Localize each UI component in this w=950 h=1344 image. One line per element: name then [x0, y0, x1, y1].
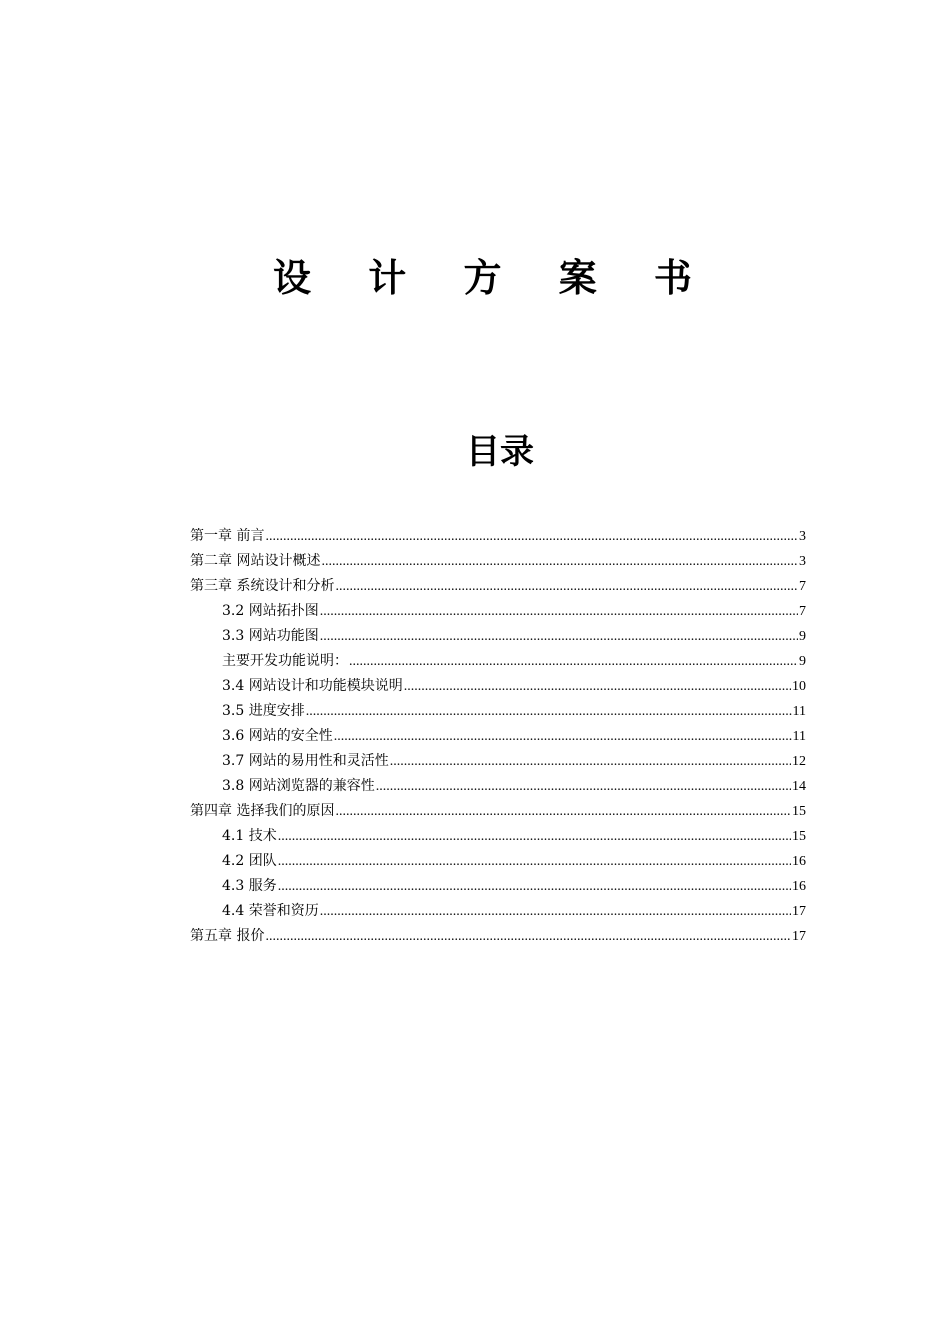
toc-dot-leader	[321, 549, 798, 574]
toc-entry-page: 12	[792, 754, 806, 769]
toc-entry-label: 第三章 系统设计和分析	[190, 578, 335, 594]
toc-entry-label: 第五章 报价	[190, 928, 265, 944]
toc-entry-page: 16	[792, 879, 806, 894]
toc-entry[interactable]	[190, 624, 806, 649]
toc-entry[interactable]	[190, 899, 806, 924]
toc-entry-label: 第一章 前言	[190, 528, 265, 544]
toc-entry-label: 3.5 进度安排	[222, 703, 305, 719]
toc-entry-page: 3	[799, 529, 806, 544]
toc-dot-leader	[306, 699, 792, 724]
toc-entry[interactable]	[190, 649, 806, 674]
toc-entry-page: 17	[792, 904, 806, 919]
toc-dot-leader	[265, 524, 798, 549]
toc-dot-leader	[278, 874, 791, 899]
toc-entry-label: 3.4 网站设计和功能模块说明	[222, 678, 403, 694]
toc-entry[interactable]	[190, 699, 806, 724]
toc-entry[interactable]	[190, 824, 806, 849]
toc-entry-page: 9	[799, 629, 806, 644]
toc-entry[interactable]	[190, 849, 806, 874]
toc-entry-page: 17	[792, 929, 806, 944]
toc-entry[interactable]	[190, 749, 806, 774]
toc-heading: 目录	[466, 432, 534, 472]
toc-dot-leader	[320, 624, 798, 649]
toc-dot-leader	[320, 599, 798, 624]
toc-entry-label: 4.4 荣誉和资历	[222, 903, 319, 919]
toc-dot-leader	[404, 674, 791, 699]
toc-entry[interactable]	[190, 599, 806, 624]
toc-entry-label: 第四章 选择我们的原因	[190, 803, 335, 819]
table-of-contents	[190, 524, 806, 949]
toc-dot-leader	[376, 774, 791, 799]
toc-entry-page: 16	[792, 854, 806, 869]
toc-entry[interactable]	[190, 774, 806, 799]
toc-entry-page: 15	[792, 804, 806, 819]
toc-dot-leader	[278, 849, 791, 874]
toc-entry[interactable]	[190, 799, 806, 824]
toc-entry-page: 7	[799, 579, 806, 594]
toc-entry[interactable]	[190, 924, 806, 949]
toc-dot-leader	[278, 824, 791, 849]
toc-entry-page: 15	[792, 829, 806, 844]
document-title: 设 计 方 案 书	[273, 256, 714, 300]
toc-entry-label: 3.3 网站功能图	[222, 628, 319, 644]
toc-entry-label: 3.2 网站拓扑图	[222, 603, 319, 619]
toc-entry-page: 10	[792, 679, 806, 694]
toc-entry-label: 3.8 网站浏览器的兼容性	[222, 778, 375, 794]
toc-entry-label: 3.6 网站的安全性	[222, 728, 333, 744]
toc-entry-page: 3	[799, 554, 806, 569]
toc-entry-page: 11	[792, 729, 806, 744]
toc-entry-label: 4.2 团队	[222, 853, 277, 869]
toc-entry[interactable]	[190, 549, 806, 574]
toc-entry-label: 主要开发功能说明：	[222, 653, 348, 669]
toc-entry[interactable]	[190, 874, 806, 899]
toc-entry[interactable]	[190, 724, 806, 749]
toc-entry-label: 4.3 服务	[222, 878, 277, 894]
toc-entry-page: 9	[799, 654, 806, 669]
toc-dot-leader	[334, 724, 792, 749]
toc-entry-page: 11	[792, 704, 806, 719]
toc-entry-label: 第二章 网站设计概述	[190, 553, 321, 569]
toc-entry-label: 3.7 网站的易用性和灵活性	[222, 753, 389, 769]
toc-dot-leader	[335, 574, 798, 599]
toc-dot-leader	[335, 799, 791, 824]
toc-entry[interactable]	[190, 574, 806, 599]
toc-entry[interactable]	[190, 674, 806, 699]
toc-dot-leader	[320, 899, 791, 924]
toc-dot-leader	[265, 924, 791, 949]
toc-dot-leader	[390, 749, 791, 774]
toc-entry-page: 14	[792, 779, 806, 794]
toc-entry-page: 7	[799, 604, 806, 619]
toc-entry-label: 4.1 技术	[222, 828, 277, 844]
toc-dot-leader	[349, 649, 798, 674]
toc-entry[interactable]	[190, 524, 806, 549]
